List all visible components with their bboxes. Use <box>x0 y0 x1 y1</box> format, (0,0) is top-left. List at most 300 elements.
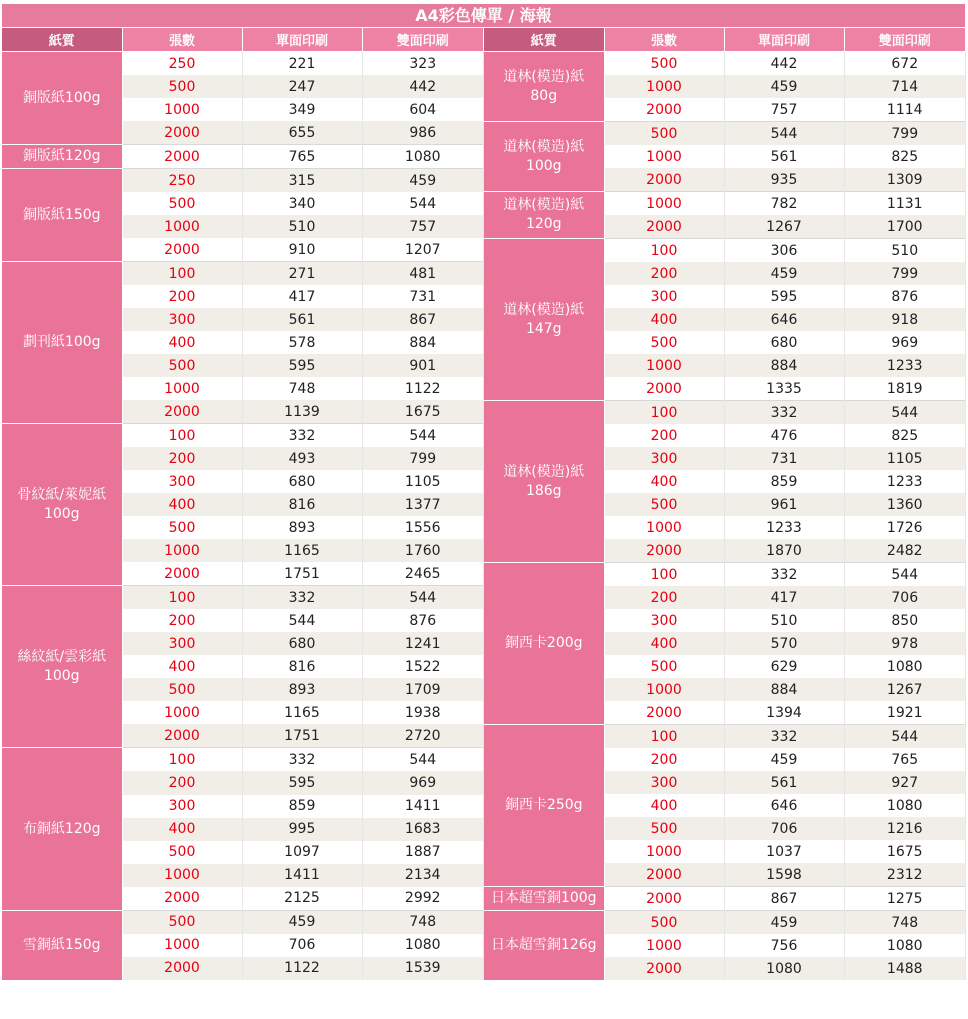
paper-type-cell <box>484 563 604 725</box>
double-side-price-cell: 544 <box>362 586 484 610</box>
quantity-cell: 100 <box>604 239 724 263</box>
double-side-price-cell: 969 <box>362 771 484 794</box>
quantity-cell: 2000 <box>122 562 242 586</box>
quantity-cell: 300 <box>122 632 242 655</box>
single-side-price-cell: 1870 <box>724 539 844 563</box>
paper-type-cell <box>484 122 604 192</box>
single-side-price-cell: 442 <box>724 52 844 76</box>
single-side-price-cell: 349 <box>242 98 362 121</box>
single-side-price-cell: 476 <box>724 424 844 447</box>
quantity-cell: 500 <box>122 841 242 864</box>
double-side-price-cell: 442 <box>362 75 484 98</box>
quantity-cell: 500 <box>604 655 724 678</box>
table-row <box>484 122 966 146</box>
single-side-price-cell: 961 <box>724 493 844 516</box>
quantity-cell: 400 <box>604 470 724 493</box>
double-side-price-cell: 799 <box>844 262 966 285</box>
double-side-price-cell: 481 <box>362 262 484 286</box>
double-side-price-cell: 323 <box>362 52 484 76</box>
quantity-cell: 500 <box>122 75 242 98</box>
quantity-cell: 500 <box>122 678 242 701</box>
single-side-price-cell: 1751 <box>242 562 362 586</box>
quantity-cell: 500 <box>604 122 724 146</box>
quantity-cell: 300 <box>604 771 724 794</box>
double-side-price-cell: 876 <box>362 609 484 632</box>
single-side-price-cell: 570 <box>724 632 844 655</box>
quantity-cell: 2000 <box>122 724 242 748</box>
single-side-price-cell: 893 <box>242 678 362 701</box>
quantity-cell: 200 <box>604 586 724 609</box>
paper-type-cell <box>2 424 122 586</box>
quantity-cell: 300 <box>604 285 724 308</box>
double-side-price-cell: 748 <box>844 911 966 935</box>
double-side-price-cell: 825 <box>844 145 966 168</box>
quantity-cell: 400 <box>122 331 242 354</box>
paper-type-label: 銅版紙100g <box>22 89 101 106</box>
double-side-price-cell: 714 <box>844 75 966 98</box>
single-side-price-cell: 459 <box>242 910 362 934</box>
double-side-price-cell: 1377 <box>362 493 484 516</box>
double-side-price-cell: 1207 <box>362 238 484 262</box>
header-quantity: 張數 <box>604 28 724 52</box>
double-side-price-cell: 459 <box>362 169 484 193</box>
paper-type-cell <box>2 52 122 145</box>
single-side-price-cell: 756 <box>724 934 844 957</box>
quantity-cell: 1000 <box>604 516 724 539</box>
header-double-side: 雙面印刷 <box>362 28 484 52</box>
quantity-cell: 100 <box>604 563 724 587</box>
double-side-price-cell: 544 <box>362 748 484 772</box>
double-side-price-cell: 2482 <box>844 539 966 563</box>
quantity-cell: 500 <box>122 910 242 934</box>
single-side-price-cell: 544 <box>724 122 844 146</box>
double-side-price-cell: 918 <box>844 308 966 331</box>
quantity-cell: 500 <box>122 516 242 539</box>
quantity-cell: 300 <box>122 308 242 331</box>
quantity-cell: 1000 <box>604 354 724 377</box>
quantity-cell: 200 <box>604 262 724 285</box>
quantity-cell: 2000 <box>604 863 724 887</box>
header-paper: 紙質 <box>2 28 122 52</box>
table-row <box>484 239 966 263</box>
quantity-cell: 500 <box>122 354 242 377</box>
quantity-cell: 400 <box>604 632 724 655</box>
single-side-price-cell: 1080 <box>724 957 844 980</box>
single-side-price-cell: 561 <box>724 145 844 168</box>
quantity-cell: 200 <box>122 609 242 632</box>
paper-type-label: 布銅紙120g <box>22 820 101 837</box>
quantity-cell: 1000 <box>122 215 242 238</box>
paper-type-label: 80g <box>530 87 558 104</box>
double-side-price-cell: 1683 <box>362 818 484 841</box>
single-side-price-cell: 995 <box>242 818 362 841</box>
quantity-cell: 500 <box>604 911 724 935</box>
quantity-cell: 2000 <box>604 98 724 122</box>
single-side-price-cell: 595 <box>724 285 844 308</box>
single-side-price-cell: 1598 <box>724 863 844 887</box>
single-side-price-cell: 1751 <box>242 724 362 748</box>
double-side-price-cell: 672 <box>844 52 966 76</box>
double-side-price-cell: 1938 <box>362 701 484 724</box>
quantity-cell: 500 <box>604 52 724 76</box>
single-side-price-cell: 1335 <box>724 377 844 401</box>
double-side-price-cell: 1539 <box>362 957 484 980</box>
double-side-price-cell: 1556 <box>362 516 484 539</box>
quantity-cell: 2000 <box>122 887 242 911</box>
quantity-cell: 500 <box>122 192 242 215</box>
double-side-price-cell: 757 <box>362 215 484 238</box>
quantity-cell: 200 <box>604 748 724 771</box>
header-row <box>484 28 966 52</box>
single-side-price-cell: 884 <box>724 678 844 701</box>
single-side-price-cell: 1122 <box>242 957 362 980</box>
double-side-price-cell: 969 <box>844 331 966 354</box>
double-side-price-cell: 825 <box>844 424 966 447</box>
paper-type-cell <box>2 586 122 748</box>
single-side-price-cell: 765 <box>242 145 362 169</box>
paper-type-cell <box>484 192 604 239</box>
paper-type-label: 骨紋紙/萊妮紙 <box>17 486 107 503</box>
single-side-price-cell: 1394 <box>724 701 844 725</box>
quantity-cell: 2000 <box>122 145 242 169</box>
paper-type-label: 雪銅紙150g <box>22 936 101 953</box>
quantity-cell: 1000 <box>604 678 724 701</box>
single-side-price-cell: 629 <box>724 655 844 678</box>
paper-type-label: 100g <box>43 667 80 684</box>
quantity-cell: 300 <box>122 795 242 818</box>
quantity-cell: 1000 <box>604 145 724 168</box>
quantity-cell: 1000 <box>604 840 724 863</box>
single-side-price-cell: 332 <box>242 586 362 610</box>
double-side-price-cell: 1122 <box>362 377 484 400</box>
quantity-cell: 1000 <box>122 864 242 887</box>
paper-type-cell <box>484 887 604 911</box>
table-row <box>2 424 484 448</box>
header-row <box>2 28 484 52</box>
double-side-price-cell: 884 <box>362 331 484 354</box>
table-row <box>2 910 484 934</box>
single-side-price-cell: 731 <box>724 447 844 470</box>
paper-type-label: 100g <box>43 505 80 522</box>
quantity-cell: 400 <box>122 493 242 516</box>
single-side-price-cell: 417 <box>242 285 362 308</box>
single-side-price-cell: 493 <box>242 447 362 470</box>
single-side-price-cell: 595 <box>242 354 362 377</box>
single-side-price-cell: 561 <box>242 308 362 331</box>
tables-container <box>2 28 965 981</box>
double-side-price-cell: 799 <box>362 447 484 470</box>
table-row <box>2 262 484 286</box>
single-side-price-cell: 1139 <box>242 400 362 424</box>
single-side-price-cell: 459 <box>724 748 844 771</box>
price-table-left <box>2 28 484 981</box>
quantity-cell: 2000 <box>604 215 724 239</box>
double-side-price-cell: 544 <box>362 424 484 448</box>
single-side-price-cell: 1097 <box>242 841 362 864</box>
single-side-price-cell: 417 <box>724 586 844 609</box>
quantity-cell: 1000 <box>122 98 242 121</box>
price-sheet <box>2 4 965 981</box>
double-side-price-cell: 1675 <box>844 840 966 863</box>
single-side-price-cell: 510 <box>242 215 362 238</box>
single-side-price-cell: 706 <box>242 934 362 957</box>
table-row <box>2 586 484 610</box>
double-side-price-cell: 1819 <box>844 377 966 401</box>
single-side-price-cell: 459 <box>724 75 844 98</box>
double-side-price-cell: 731 <box>362 285 484 308</box>
single-side-price-cell: 816 <box>242 655 362 678</box>
table-row <box>2 169 484 193</box>
paper-type-label: 道林(模造)紙 <box>503 463 585 480</box>
paper-type-label: 銅版紙150g <box>22 206 101 223</box>
single-side-price-cell: 595 <box>242 771 362 794</box>
single-side-price-cell: 1411 <box>242 864 362 887</box>
header-single-side: 單面印刷 <box>724 28 844 52</box>
paper-type-label: 100g <box>525 157 562 174</box>
double-side-price-cell: 850 <box>844 609 966 632</box>
quantity-cell: 2000 <box>604 701 724 725</box>
quantity-cell: 1000 <box>122 934 242 957</box>
paper-type-cell <box>2 169 122 262</box>
double-side-price-cell: 1887 <box>362 841 484 864</box>
double-side-price-cell: 1488 <box>844 957 966 980</box>
table-row <box>2 145 484 169</box>
single-side-price-cell: 332 <box>724 725 844 749</box>
double-side-price-cell: 1522 <box>362 655 484 678</box>
table-row <box>2 52 484 76</box>
table-row <box>484 887 966 911</box>
double-side-price-cell: 1411 <box>362 795 484 818</box>
double-side-price-cell: 1360 <box>844 493 966 516</box>
double-side-price-cell: 1080 <box>844 794 966 817</box>
paper-type-cell <box>484 52 604 122</box>
single-side-price-cell: 332 <box>242 424 362 448</box>
double-side-price-cell: 1080 <box>844 934 966 957</box>
double-side-price-cell: 1726 <box>844 516 966 539</box>
double-side-price-cell: 1080 <box>362 934 484 957</box>
paper-type-cell <box>484 725 604 887</box>
quantity-cell: 300 <box>122 470 242 493</box>
quantity-cell: 300 <box>604 609 724 632</box>
paper-type-cell <box>2 262 122 424</box>
single-side-price-cell: 757 <box>724 98 844 122</box>
double-side-price-cell: 986 <box>362 121 484 145</box>
paper-type-label: 道林(模造)紙 <box>503 138 585 155</box>
single-side-price-cell: 782 <box>724 192 844 216</box>
quantity-cell: 1000 <box>122 701 242 724</box>
double-side-price-cell: 901 <box>362 354 484 377</box>
double-side-price-cell: 1275 <box>844 887 966 911</box>
quantity-cell: 500 <box>604 331 724 354</box>
double-side-price-cell: 604 <box>362 98 484 121</box>
single-side-price-cell: 1233 <box>724 516 844 539</box>
quantity-cell: 100 <box>122 424 242 448</box>
single-side-price-cell: 706 <box>724 817 844 840</box>
single-side-price-cell: 893 <box>242 516 362 539</box>
table-row <box>2 748 484 772</box>
single-side-price-cell: 680 <box>242 470 362 493</box>
header-paper: 紙質 <box>484 28 604 52</box>
single-side-price-cell: 935 <box>724 168 844 192</box>
double-side-price-cell: 765 <box>844 748 966 771</box>
double-side-price-cell: 2134 <box>362 864 484 887</box>
quantity-cell: 300 <box>604 447 724 470</box>
quantity-cell: 100 <box>122 586 242 610</box>
single-side-price-cell: 332 <box>724 401 844 425</box>
double-side-price-cell: 544 <box>844 401 966 425</box>
header-quantity: 張數 <box>122 28 242 52</box>
double-side-price-cell: 706 <box>844 586 966 609</box>
quantity-cell: 2000 <box>604 168 724 192</box>
paper-type-label: 道林(模造)紙 <box>503 68 585 85</box>
paper-type-label: 道林(模造)紙 <box>503 301 585 318</box>
double-side-price-cell: 1675 <box>362 400 484 424</box>
single-side-price-cell: 332 <box>242 748 362 772</box>
table-row <box>484 192 966 216</box>
single-side-price-cell: 655 <box>242 121 362 145</box>
quantity-cell: 100 <box>604 725 724 749</box>
single-side-price-cell: 306 <box>724 239 844 263</box>
double-side-price-cell: 1080 <box>362 145 484 169</box>
table-row <box>484 725 966 749</box>
paper-type-cell <box>2 910 122 980</box>
single-side-price-cell: 680 <box>242 632 362 655</box>
single-side-price-cell: 1267 <box>724 215 844 239</box>
double-side-price-cell: 799 <box>844 122 966 146</box>
single-side-price-cell: 578 <box>242 331 362 354</box>
paper-type-label: 銅版紙120g <box>22 148 101 165</box>
double-side-price-cell: 1309 <box>844 168 966 192</box>
single-side-price-cell: 315 <box>242 169 362 193</box>
single-side-price-cell: 816 <box>242 493 362 516</box>
quantity-cell: 400 <box>122 655 242 678</box>
paper-type-label: 銅西卡250g <box>504 797 583 813</box>
table-row <box>484 911 966 935</box>
quantity-cell: 250 <box>122 169 242 193</box>
paper-type-label: 147g <box>525 320 562 337</box>
paper-type-cell <box>2 748 122 910</box>
single-side-price-cell: 884 <box>724 354 844 377</box>
quantity-cell: 2000 <box>122 957 242 980</box>
quantity-cell: 1000 <box>604 75 724 98</box>
single-side-price-cell: 910 <box>242 238 362 262</box>
quantity-cell: 2000 <box>122 400 242 424</box>
double-side-price-cell: 544 <box>844 725 966 749</box>
quantity-cell: 100 <box>122 262 242 286</box>
single-side-price-cell: 271 <box>242 262 362 286</box>
single-side-price-cell: 867 <box>724 887 844 911</box>
quantity-cell: 2000 <box>122 238 242 262</box>
double-side-price-cell: 1233 <box>844 470 966 493</box>
quantity-cell: 100 <box>122 748 242 772</box>
quantity-cell: 500 <box>604 493 724 516</box>
quantity-cell: 100 <box>604 401 724 425</box>
double-side-price-cell: 1700 <box>844 215 966 239</box>
double-side-price-cell: 544 <box>362 192 484 215</box>
paper-type-label: 銅西卡200g <box>504 635 583 651</box>
double-side-price-cell: 1114 <box>844 98 966 122</box>
single-side-price-cell: 1165 <box>242 539 362 562</box>
single-side-price-cell: 340 <box>242 192 362 215</box>
paper-type-cell <box>2 145 122 169</box>
quantity-cell: 400 <box>604 308 724 331</box>
quantity-cell: 2000 <box>604 957 724 980</box>
quantity-cell: 400 <box>604 794 724 817</box>
header-double-side: 雙面印刷 <box>844 28 966 52</box>
header-single-side: 單面印刷 <box>242 28 362 52</box>
paper-type-cell <box>484 401 604 563</box>
double-side-price-cell: 978 <box>844 632 966 655</box>
quantity-cell: 1000 <box>604 192 724 216</box>
single-side-price-cell: 859 <box>724 470 844 493</box>
quantity-cell: 200 <box>122 285 242 308</box>
quantity-cell: 400 <box>122 818 242 841</box>
double-side-price-cell: 1105 <box>844 447 966 470</box>
single-side-price-cell: 247 <box>242 75 362 98</box>
table-row <box>484 52 966 76</box>
quantity-cell: 1000 <box>122 377 242 400</box>
single-side-price-cell: 680 <box>724 331 844 354</box>
paper-type-label: 道林(模造)紙 <box>503 197 585 213</box>
single-side-price-cell: 646 <box>724 794 844 817</box>
double-side-price-cell: 2720 <box>362 724 484 748</box>
single-side-price-cell: 748 <box>242 377 362 400</box>
double-side-price-cell: 867 <box>362 308 484 331</box>
quantity-cell: 250 <box>122 52 242 76</box>
double-side-price-cell: 748 <box>362 910 484 934</box>
quantity-cell: 1000 <box>122 539 242 562</box>
page-title: A4彩色傳單 / 海報 <box>2 4 965 28</box>
quantity-cell: 2000 <box>604 539 724 563</box>
quantity-cell: 200 <box>604 424 724 447</box>
paper-type-cell <box>484 239 604 401</box>
single-side-price-cell: 561 <box>724 771 844 794</box>
single-side-price-cell: 544 <box>242 609 362 632</box>
double-side-price-cell: 1080 <box>844 655 966 678</box>
double-side-price-cell: 927 <box>844 771 966 794</box>
quantity-cell: 500 <box>604 817 724 840</box>
double-side-price-cell: 1131 <box>844 192 966 216</box>
quantity-cell: 200 <box>122 771 242 794</box>
quantity-cell: 1000 <box>604 934 724 957</box>
double-side-price-cell: 1921 <box>844 701 966 725</box>
single-side-price-cell: 510 <box>724 609 844 632</box>
double-side-price-cell: 1267 <box>844 678 966 701</box>
quantity-cell: 200 <box>122 447 242 470</box>
paper-type-cell <box>484 911 604 981</box>
paper-type-label: 日本超雪銅100g <box>490 890 597 906</box>
paper-type-label: 絲紋紙/雲彩紙 <box>17 648 107 665</box>
quantity-cell: 2000 <box>604 887 724 911</box>
paper-type-label: 日本超雪銅126g <box>490 936 597 953</box>
single-side-price-cell: 859 <box>242 795 362 818</box>
double-side-price-cell: 1105 <box>362 470 484 493</box>
double-side-price-cell: 2992 <box>362 887 484 911</box>
single-side-price-cell: 1037 <box>724 840 844 863</box>
double-side-price-cell: 876 <box>844 285 966 308</box>
single-side-price-cell: 332 <box>724 563 844 587</box>
single-side-price-cell: 221 <box>242 52 362 76</box>
double-side-price-cell: 1233 <box>844 354 966 377</box>
double-side-price-cell: 1760 <box>362 539 484 562</box>
single-side-price-cell: 459 <box>724 262 844 285</box>
single-side-price-cell: 459 <box>724 911 844 935</box>
paper-type-label: 120g <box>525 216 562 232</box>
double-side-price-cell: 544 <box>844 563 966 587</box>
single-side-price-cell: 2125 <box>242 887 362 911</box>
double-side-price-cell: 510 <box>844 239 966 263</box>
single-side-price-cell: 646 <box>724 308 844 331</box>
